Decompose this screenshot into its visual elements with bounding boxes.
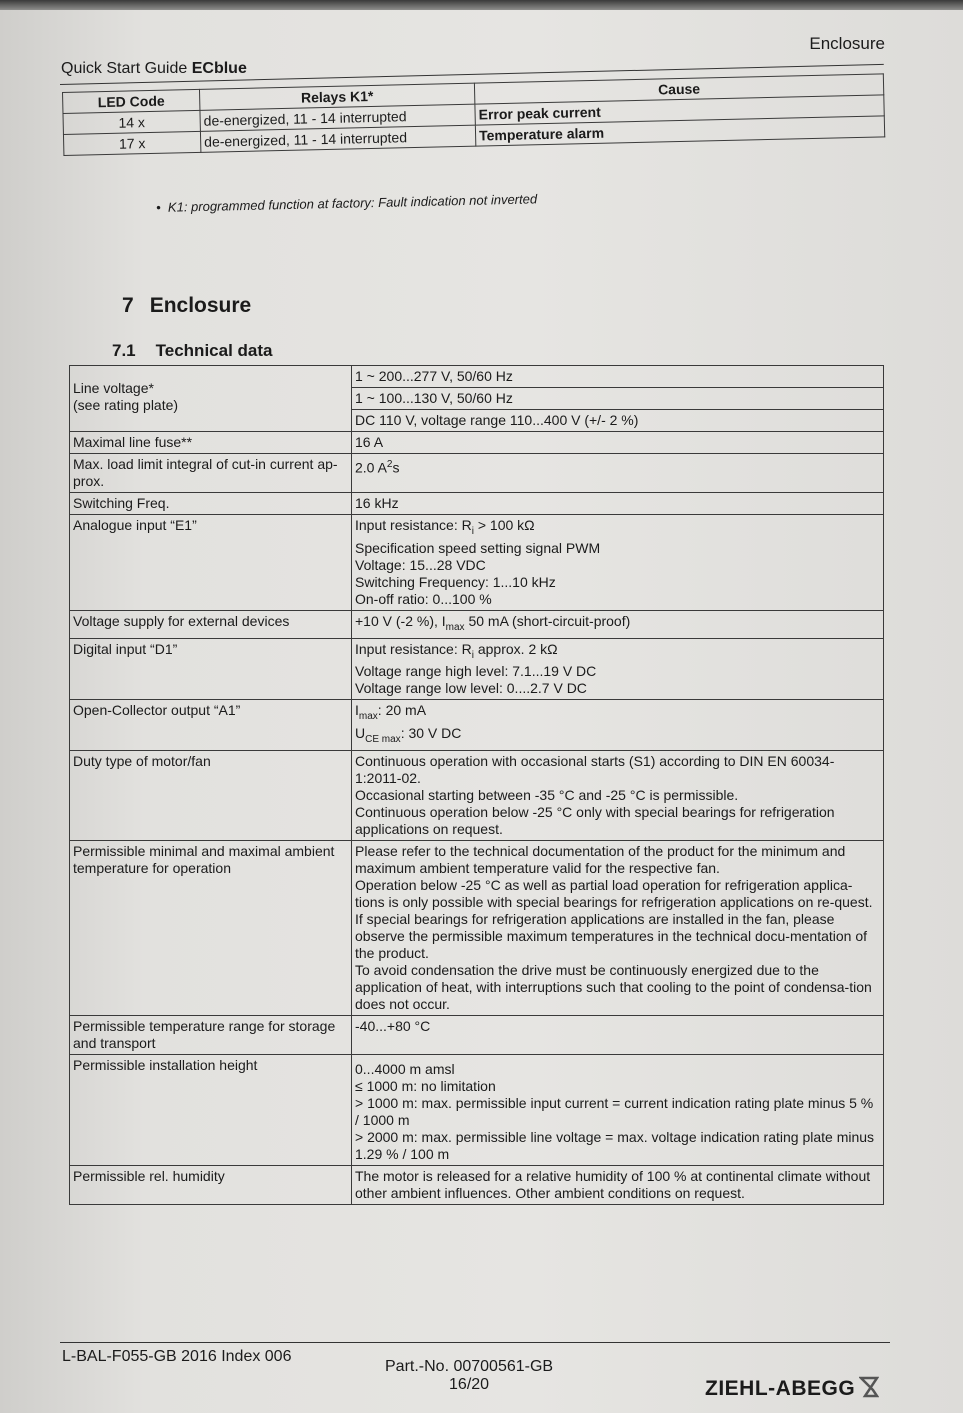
table-row bbox=[70, 700, 884, 751]
table-cell: 17 x bbox=[63, 131, 200, 155]
column-header: LED Code bbox=[63, 89, 200, 113]
subsection-number: 7.1 bbox=[112, 341, 136, 360]
table-row bbox=[70, 515, 884, 611]
table-row bbox=[70, 638, 884, 700]
row-label: Permissible minimal and maximal ambient temperature for operation bbox=[70, 840, 352, 1015]
label-text: Line voltage* bbox=[73, 380, 154, 396]
table-cell: 16 kHz bbox=[352, 493, 884, 515]
table-row bbox=[70, 840, 884, 1015]
subscript: i bbox=[471, 649, 474, 661]
brand-mark-icon bbox=[859, 1376, 879, 1398]
text-part: Input resistance: R bbox=[355, 517, 472, 533]
section-heading bbox=[122, 294, 267, 318]
row-label: Digital input “D1” bbox=[70, 638, 352, 700]
text-part: +10 V (-2 %), I bbox=[355, 612, 446, 629]
value-line: Specification speed setting signal PWM bbox=[355, 539, 601, 556]
value-line bbox=[355, 702, 880, 725]
document-id: L-BAL-F055-GB 2016 Index 006 bbox=[62, 1348, 292, 1365]
text-part: I bbox=[355, 702, 359, 719]
footer-rule bbox=[60, 1342, 890, 1343]
value-paragraph: Operation below -25 °C as well as partial load operation for refrigeration applica-tions is only possible with special bearings for refrigeration applications on re-quest. If special bearings for refrigeration applications are installed in the fan, please observe the permissible maximum temperatures in the technical docu-mentation of the product. bbox=[355, 876, 873, 961]
subsection-heading bbox=[112, 341, 292, 361]
value-line: Continuous operation with occasional starts (S1) according to DIN EN 60034-1:2011-02. bbox=[355, 752, 835, 786]
value-line: > 2000 m: max. permissible line voltage = max. voltage indication rating plate minus 1.29 % / 100 m bbox=[355, 1128, 875, 1162]
label-note: (see rating plate) bbox=[73, 397, 179, 413]
table-cell bbox=[352, 515, 884, 611]
subscript: CE max bbox=[365, 733, 401, 745]
table-cell: 1 ~ 100...130 V, 50/60 Hz bbox=[352, 388, 884, 410]
header-guide-title bbox=[61, 60, 247, 78]
table-cell: 1 ~ 200...277 V, 50/60 Hz bbox=[352, 366, 884, 388]
row-label: Permissible temperature range for storage and transport bbox=[70, 1015, 352, 1054]
value-line: > 1000 m: max. permissible input current = current indication rating plate minus 5 % / 1000 m bbox=[355, 1094, 874, 1128]
value-main: 2.0 A bbox=[355, 459, 387, 476]
value-line bbox=[355, 641, 880, 664]
page-number: 16/20 bbox=[449, 1376, 490, 1393]
text-part: : 30 V DC bbox=[400, 725, 462, 742]
value-line: On-off ratio: 0...100 % bbox=[355, 590, 492, 607]
part-number: Part.-No. 00700561-GB bbox=[385, 1358, 554, 1375]
row-label: Duty type of motor/fan bbox=[70, 750, 352, 840]
guide-prefix: Quick Start Guide bbox=[61, 60, 192, 77]
table-row bbox=[70, 493, 884, 515]
section-number: 7 bbox=[122, 294, 134, 317]
subscript: max bbox=[445, 621, 465, 633]
table-row bbox=[70, 366, 884, 388]
row-label: Permissible rel. humidity bbox=[70, 1165, 352, 1204]
text-part: > 100 kΩ bbox=[473, 517, 535, 533]
row-label: Open-Collector output “A1” bbox=[70, 700, 352, 751]
brand-name: ZIEHL-ABEGG bbox=[705, 1377, 856, 1400]
table-cell: The motor is released for a relative humidity of 100 % at continental climate without other ambient influences. Other ambient conditions on request. bbox=[352, 1165, 884, 1204]
table-cell: 14 x bbox=[63, 110, 200, 134]
led-footnote: • K1: programmed function at factory: Fault indication not inverted bbox=[156, 191, 538, 215]
value-line: 0...4000 m amsl bbox=[355, 1060, 455, 1077]
table-row bbox=[70, 1054, 884, 1165]
column-header: Relays K1* bbox=[199, 83, 474, 110]
value-paragraph: Please refer to the technical documentation of the product for the minimum and maximum ambient temperature valid for the respective fan. bbox=[355, 842, 846, 876]
table-row bbox=[70, 1165, 884, 1204]
value-line: Voltage range high level: 7.1...19 V DC bbox=[355, 663, 597, 680]
row-label: Switching Freq. bbox=[70, 493, 352, 515]
table-cell: Error peak current bbox=[475, 95, 884, 125]
value-line bbox=[355, 517, 880, 540]
column-header: Cause bbox=[474, 74, 883, 104]
table-row bbox=[70, 750, 884, 840]
value-paragraph: To avoid condensation the drive must be continuously energized due to the application of heat, with interruptions such that cooling to the point of condensa-tion does not occur. bbox=[355, 961, 872, 1012]
table-cell: de-energized, 11 - 14 interrupted bbox=[200, 125, 475, 152]
value-line: Occasional starting between -35 °C and -25 °C is permissible. bbox=[355, 786, 739, 803]
brand-logo bbox=[705, 1376, 879, 1401]
table-cell: Temperature alarm bbox=[475, 116, 884, 146]
row-label: Maximal line fuse** bbox=[70, 432, 352, 454]
text-part: : 20 mA bbox=[377, 702, 427, 719]
row-label: Analogue input “E1” bbox=[70, 515, 352, 611]
value-line: Voltage range low level: 0....2.7 V DC bbox=[355, 680, 587, 697]
value-line: Voltage: 15...28 VDC bbox=[355, 556, 486, 573]
footer-center bbox=[385, 1358, 553, 1394]
document-page bbox=[0, 10, 963, 1413]
table-cell: DC 110 V, voltage range 110...400 V (+/- 2 %) bbox=[352, 410, 884, 432]
value-unit: s bbox=[392, 459, 400, 476]
guide-product: ECblue bbox=[191, 60, 247, 77]
value-superscript: 2 bbox=[386, 459, 393, 470]
table-cell bbox=[352, 840, 884, 1015]
table-cell bbox=[352, 750, 884, 840]
text-part: Input resistance: R bbox=[355, 640, 472, 657]
table-cell bbox=[352, 700, 884, 751]
led-code-table bbox=[62, 73, 885, 156]
footnote-text: K1: programmed function at factory: Fault indication not inverted bbox=[167, 191, 538, 215]
table-cell bbox=[352, 610, 884, 638]
value-line: Continuous operation below -25 °C only with special bearings for refrigeration applications on request. bbox=[355, 803, 835, 837]
text-part: U bbox=[355, 725, 366, 742]
table-cell bbox=[352, 454, 884, 493]
table-cell bbox=[352, 638, 884, 700]
table-row bbox=[70, 1015, 884, 1054]
table-cell: de-energized, 11 - 14 interrupted bbox=[200, 104, 475, 131]
table-cell: 16 A bbox=[352, 432, 884, 454]
header-section-title: Enclosure bbox=[809, 34, 885, 53]
table-row bbox=[70, 610, 884, 638]
table-row bbox=[70, 454, 884, 493]
subscript: i bbox=[471, 525, 474, 537]
value-line: ≤ 1000 m: no limitation bbox=[355, 1077, 496, 1094]
text-part: 50 mA (short-circuit-proof) bbox=[464, 612, 631, 629]
table-row bbox=[70, 432, 884, 454]
table-cell bbox=[352, 1054, 884, 1165]
technical-data-table bbox=[69, 365, 884, 1205]
row-label: Max. load limit integral of cut-in current ap-prox. bbox=[70, 454, 352, 493]
row-label: Permissible installation height bbox=[70, 1054, 352, 1165]
section-title: Enclosure bbox=[149, 294, 252, 317]
row-label bbox=[70, 366, 352, 432]
value-line bbox=[355, 725, 880, 748]
subscript: max bbox=[358, 711, 378, 723]
subsection-title: Technical data bbox=[155, 341, 273, 360]
value-line: Switching Frequency: 1...10 kHz bbox=[355, 573, 556, 590]
text-part: approx. 2 kΩ bbox=[473, 640, 558, 657]
row-label: Voltage supply for external devices bbox=[70, 610, 352, 638]
table-cell: -40...+80 °C bbox=[352, 1015, 884, 1054]
